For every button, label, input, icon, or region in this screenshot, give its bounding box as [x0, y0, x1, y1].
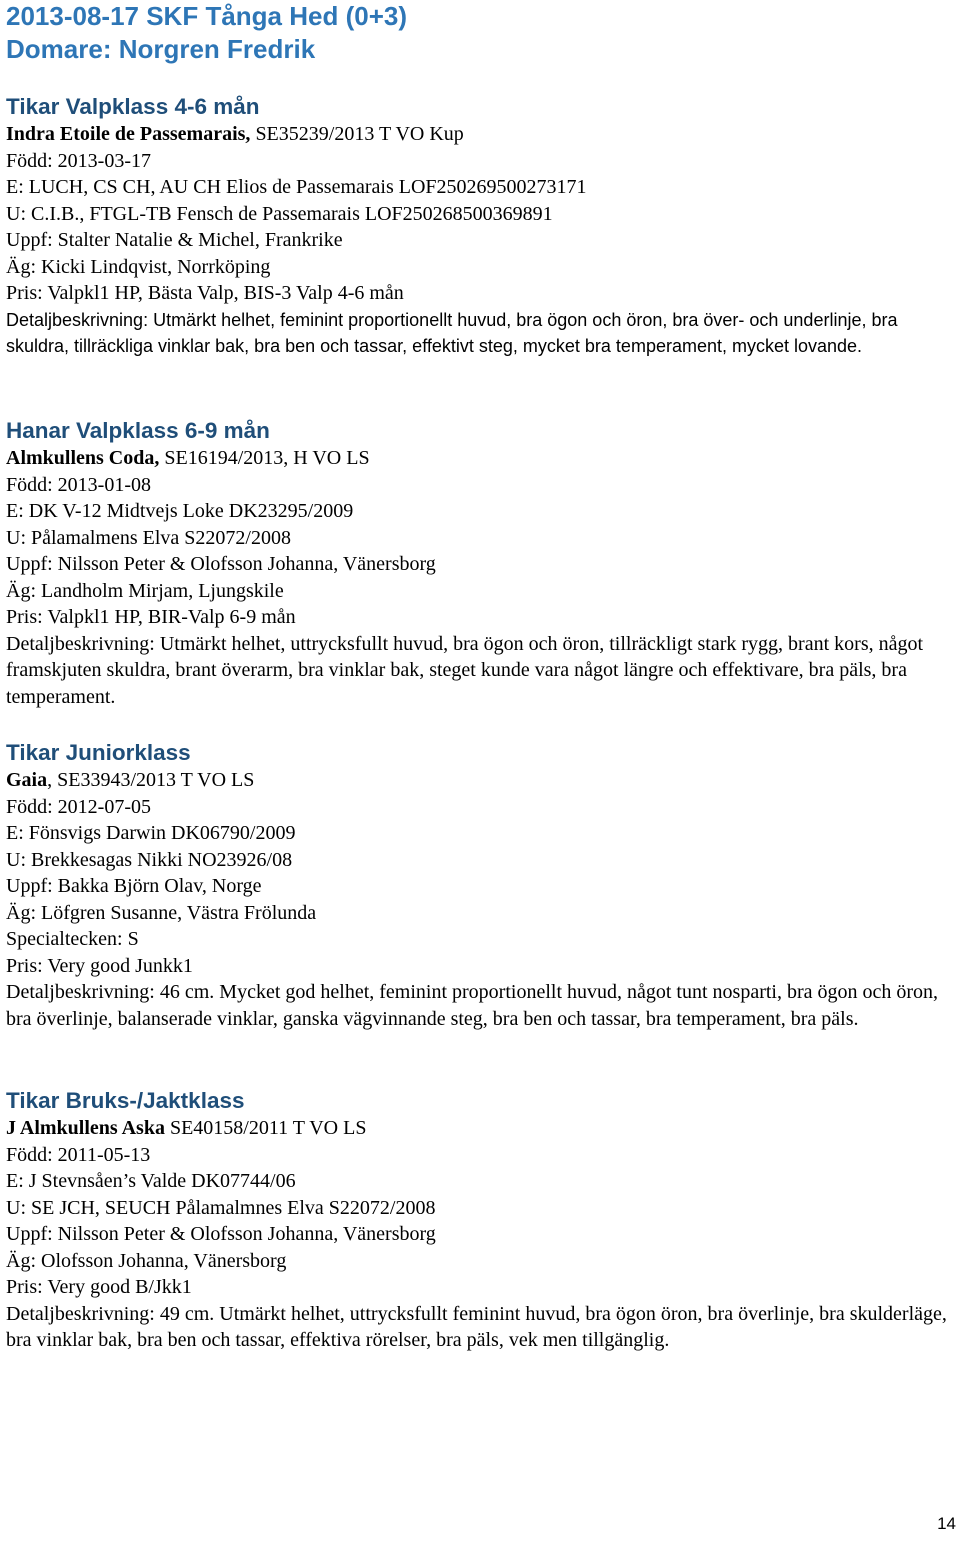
dog-name: Gaia — [6, 769, 48, 791]
breeder: Uppf: Nilsson Peter & Olofsson Johanna, Vänersborg — [6, 553, 436, 575]
dog-name: Almkullens Coda, — [6, 447, 160, 469]
award: Pris: Valpkl1 HP, BIR-Valp 6-9 mån — [6, 606, 296, 628]
breeder: Uppf: Stalter Natalie & Michel, Frankrike — [6, 229, 343, 251]
dam: U: SE JCH, SEUCH Pålamalmnes Elva S22072/2008 — [6, 1196, 436, 1219]
dog-entry — [6, 445, 954, 472]
section-heading: Hanar Valpklass 6-9 mån — [6, 418, 270, 443]
owner: Äg: Kicki Lindqvist, Norrköping — [6, 255, 271, 278]
breeder: Uppf: Nilsson Peter & Olofsson Johanna, Vänersborg — [6, 1223, 436, 1245]
page-number: 14 — [937, 1514, 956, 1533]
dog-entry — [6, 1115, 954, 1142]
owner: Äg: Olofsson Johanna, Vänersborg — [6, 1249, 287, 1272]
birth-date: Född: 2013-03-17 — [6, 149, 151, 172]
section-heading: Tikar Valpklass 4-6 mån — [6, 94, 260, 119]
dam: U: Brekkesagas Nikki NO23926/08 — [6, 848, 293, 871]
dam: U: Pålamalmens Elva S22072/2008 — [6, 526, 291, 549]
page-title: 2013-08-17 SKF Tånga Hed (0+3) — [6, 1, 407, 31]
judge-line: Domare: Norgren Fredrik — [6, 34, 316, 64]
section-tikar-juniorklass — [6, 740, 954, 1032]
section-hanar-valpklass-6-9 — [6, 418, 954, 710]
owner: Äg: Landholm Mirjam, Ljungskile — [6, 579, 284, 602]
special-marks: Specialtecken: S — [6, 928, 139, 950]
sire: E: J Stevnsåen’s Valde DK07744/06 — [6, 1170, 296, 1192]
dog-registration: SE35239/2013 T VO Kup — [250, 123, 464, 145]
section-tikar-bruks-jaktklass — [6, 1088, 954, 1354]
description: Detaljbeskrivning: Utmärkt helhet, feminint proportionellt huvud, bra ögon och öron, bra över- och underlinje, bra skuldra, tillräckliga vinklar bak, bra ben och tassar, effektivt steg, mycket bra temperament, mycket lovande. — [6, 309, 898, 356]
sire: E: LUCH, CS CH, AU CH Elios de Passemarais LOF250269500273171 — [6, 176, 587, 198]
page-header — [6, 0, 407, 66]
section-tikar-valpklass-4-6 — [6, 94, 954, 360]
birth-date: Född: 2013-01-08 — [6, 473, 151, 496]
award: Pris: Valpkl1 HP, Bästa Valp, BIS-3 Valp 4-6 mån — [6, 282, 404, 304]
section-heading: Tikar Juniorklass — [6, 740, 191, 765]
dam: U: C.I.B., FTGL-TB Fensch de Passemarais LOF250268500369891 — [6, 202, 553, 225]
dog-entry — [6, 121, 954, 148]
sire: E: Fönsvigs Darwin DK06790/2009 — [6, 822, 296, 844]
dog-registration: , SE33943/2013 T VO LS — [47, 769, 255, 791]
description: Detaljbeskrivning: 49 cm. Utmärkt helhet, uttrycksfullt feminint huvud, bra ögon öron, bra överlinje, bra skulderläge, bra vinklar bak, bra ben och tassar, effektiva rörelser, bra päls, vek men tillgänglig. — [6, 1302, 947, 1351]
breeder: Uppf: Bakka Björn Olav, Norge — [6, 875, 262, 897]
dog-name: J Almkullens Aska — [6, 1117, 165, 1139]
birth-date: Född: 2011-05-13 — [6, 1143, 151, 1166]
award: Pris: Very good Junkk1 — [6, 954, 193, 977]
description: Detaljbeskrivning: 46 cm. Mycket god helhet, feminint proportionellt huvud, något tunt nosparti, bra ögon och öron, bra överlinje, balanserade vinklar, ganska vägvinnande steg, bra ben och tassar, bra temperament, bra päls. — [6, 981, 939, 1030]
sire: E: DK V-12 Midtvejs Loke DK23295/2009 — [6, 500, 354, 522]
dog-entry — [6, 767, 954, 794]
dog-registration: SE16194/2013, H VO LS — [159, 447, 370, 469]
dog-name: Indra Etoile de Passemarais, — [6, 123, 251, 145]
birth-date: Född: 2012-07-05 — [6, 795, 151, 818]
dog-registration: SE40158/2011 T VO LS — [164, 1117, 367, 1139]
award: Pris: Very good B/Jkk1 — [6, 1276, 192, 1298]
section-heading: Tikar Bruks-/Jaktklass — [6, 1088, 245, 1113]
description: Detaljbeskrivning: Utmärkt helhet, uttrycksfullt huvud, bra ögon och öron, tillräckligt stark rygg, brant kors, något framskjuten skuldra, brant överarm, bra vinklar bak, steget kunde vara något längre och effektivare, bra päls, bra temperament. — [6, 632, 924, 708]
owner: Äg: Löfgren Susanne, Västra Frölunda — [6, 901, 317, 924]
